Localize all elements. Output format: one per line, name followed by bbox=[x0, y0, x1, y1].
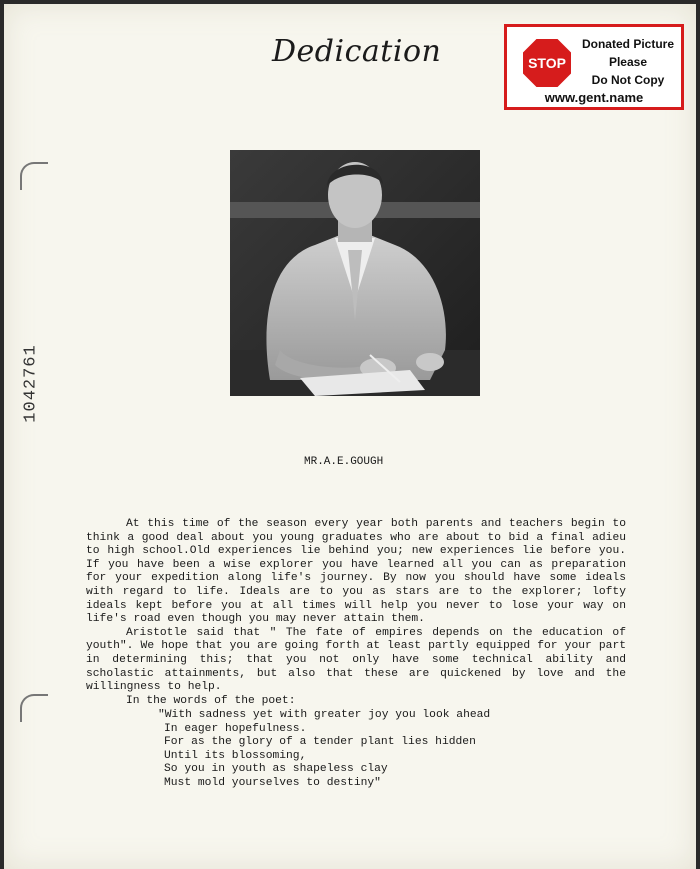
stamp-line-1: Donated Picture bbox=[581, 37, 674, 51]
photo-caption: MR.A.E.GOUGH bbox=[304, 456, 384, 468]
portrait-photo bbox=[230, 150, 480, 396]
poem-line-5: So you in youth as shapeless clay bbox=[164, 763, 388, 776]
page-title: Dedication bbox=[272, 34, 442, 69]
copyright-stamp bbox=[504, 24, 684, 110]
binder-hole-top bbox=[20, 162, 48, 190]
dedication-text bbox=[86, 518, 626, 708]
binder-hole-bottom bbox=[20, 694, 48, 722]
stamp-line-3: Do Not Copy bbox=[591, 73, 665, 87]
paragraph-2: Aristotle said that " The fate of empires depends on the education of youth". We hope that you are going forth at least partly equipped for your part in determining this; that you not only have some technical ability and scholastic attainments, but also that these are quickened by love and the willingness to help. bbox=[86, 626, 626, 694]
stop-sign-text: STOP bbox=[528, 55, 566, 71]
side-reference-number: 1042761 bbox=[21, 344, 41, 423]
stamp-message bbox=[575, 35, 681, 89]
poem-line-6: Must mold yourselves to destiny" bbox=[164, 776, 381, 789]
poem-line-1: "With sadness yet with greater joy you look ahead bbox=[158, 709, 491, 721]
poem-line-3: For as the glory of a tender plant lies hidden bbox=[164, 736, 476, 749]
paragraph-1: At this time of the season every year both parents and teachers begin to think a good deal about you young graduates who are about to bid a final adieu to high school.Old experiences lie behind you; new experiences lie before you. If you have been a wise explorer you have learned all you can as preparation for your expedition along life's journey. By now you should have some ideals with regard to life. Ideals are to you as stars are to the explorer; lofty ideals kept before you at all times will help you never to lose your way on life's road even though you may never attain them. bbox=[86, 518, 626, 626]
stamp-line-2: Please bbox=[608, 55, 648, 69]
yearbook-page bbox=[4, 4, 696, 869]
stop-sign-icon bbox=[521, 37, 573, 89]
poem bbox=[158, 709, 491, 791]
poem-line-2: In eager hopefulness. bbox=[164, 722, 307, 735]
stamp-url: www.gent.name bbox=[544, 90, 644, 105]
poem-line-4: Until its blossoming, bbox=[164, 749, 307, 762]
paragraph-3: In the words of the poet: bbox=[126, 694, 296, 707]
